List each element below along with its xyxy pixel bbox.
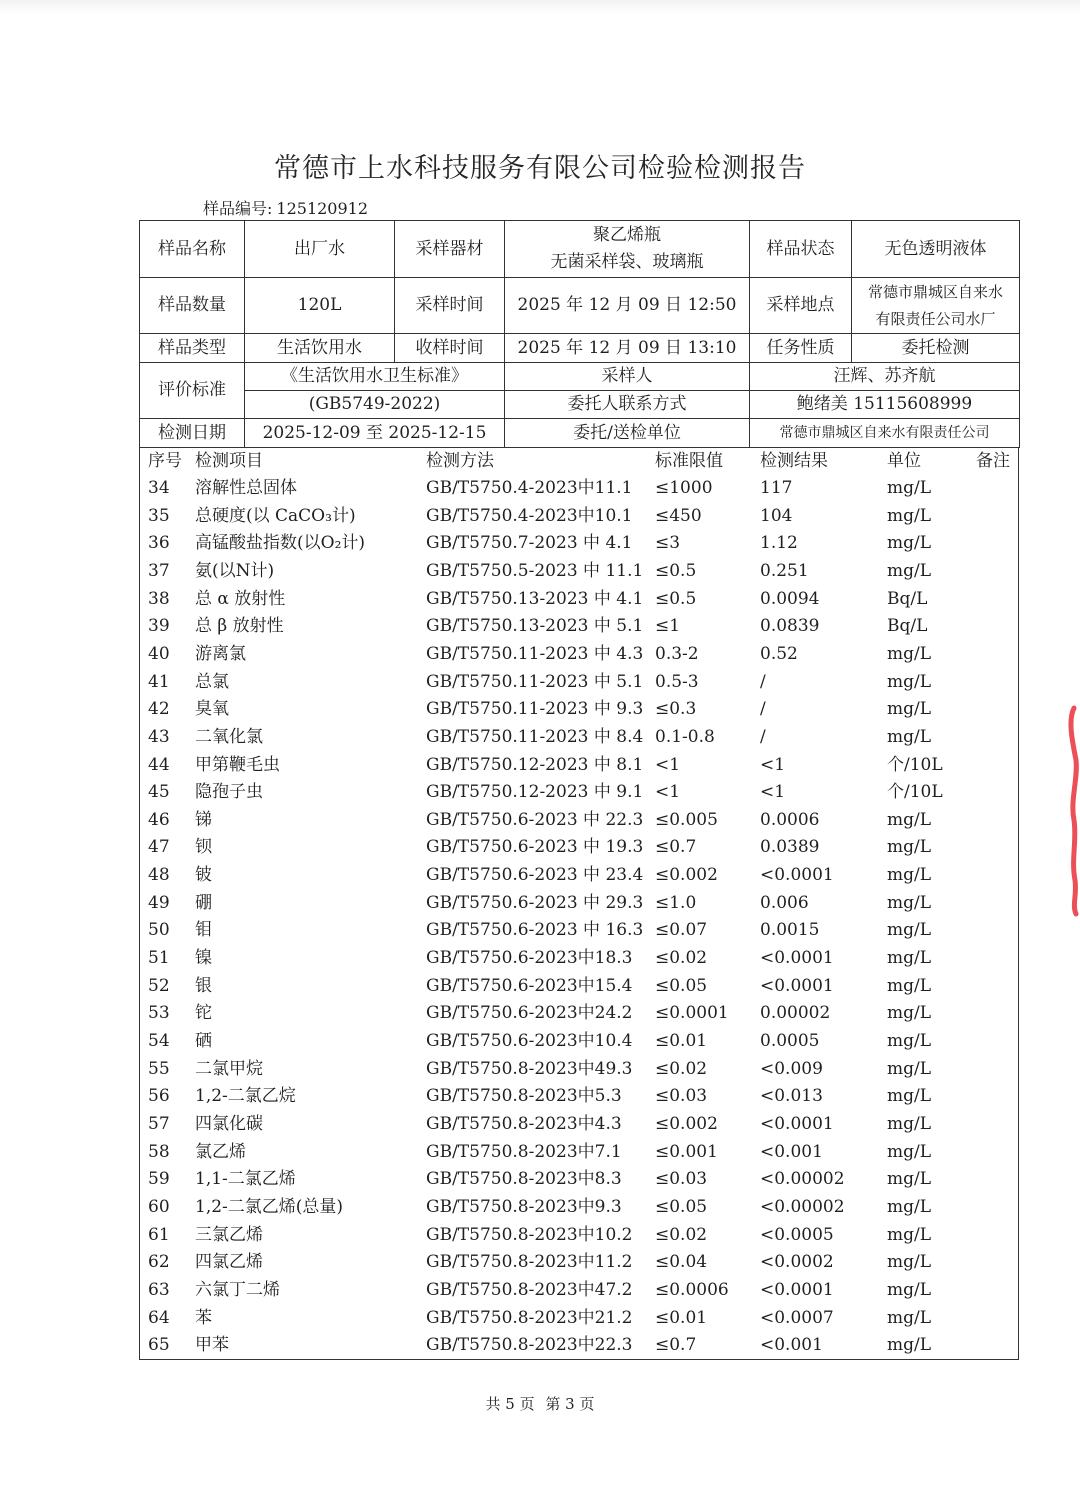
cell-result: 0.0389 — [760, 837, 820, 858]
cell-no: 57 — [148, 1113, 170, 1134]
cell-unit: mg/L — [887, 643, 932, 664]
sample-number-value: 125120912 — [276, 199, 369, 218]
table-row — [140, 558, 1018, 585]
header-item: 检测项目 — [195, 451, 263, 471]
cell-result: / — [760, 726, 766, 747]
header-unit: 单位 — [887, 451, 921, 471]
cell-limit: ≤0.07 — [655, 920, 708, 941]
cell-method: GB/T5750.6-2023 中 16.3 — [426, 920, 644, 941]
cell-result: 0.0005 — [760, 1031, 820, 1051]
cell-unit: mg/L — [887, 1169, 932, 1190]
cell-unit: mg/L — [887, 478, 932, 498]
cell-method: GB/T5750.12-2023 中 9.1 — [426, 782, 644, 803]
cell-item: 二氯甲烷 — [195, 1058, 263, 1079]
info-value: 2025 年 12 月 09 日 13:10 — [505, 334, 750, 363]
info-value: 生活饮用水 — [245, 334, 395, 363]
table-row — [140, 1222, 1018, 1249]
cell-method: GB/T5750.6-2023 中 29.3 — [426, 892, 644, 913]
table-row — [140, 779, 1018, 806]
table-row — [140, 1277, 1018, 1304]
cell-method: GB/T5750.8-2023中8.3 — [426, 1169, 622, 1190]
cell-item: 氨(以N计) — [195, 560, 275, 581]
cell-method: GB/T5750.11-2023 中 9.3 — [426, 699, 644, 720]
cell-no: 65 — [148, 1335, 170, 1356]
table-row — [140, 973, 1018, 1000]
cell-limit: ≤0.7 — [655, 1335, 697, 1356]
cell-item: 高锰酸盐指数(以O₂计) — [195, 533, 366, 554]
cell-item: 隐孢子虫 — [195, 782, 263, 803]
cell-unit: mg/L — [887, 1196, 932, 1217]
cell-no: 53 — [148, 1003, 170, 1024]
cell-unit: 个/10L — [887, 754, 943, 775]
info-value: 2025 年 12 月 09 日 12:50 — [505, 278, 750, 334]
info-label: 样品类型 — [140, 334, 245, 363]
cell-no: 37 — [148, 560, 170, 581]
cell-no: 44 — [148, 754, 170, 775]
cell-limit: ≤0.01 — [655, 1307, 708, 1328]
cell-item: 总 β 放射性 — [195, 616, 284, 637]
cell-method: GB/T5750.8-2023中5.3 — [426, 1086, 622, 1107]
table-row — [140, 1166, 1018, 1193]
table-row — [140, 1056, 1018, 1083]
cell-method: GB/T5750.6-2023中10.4 — [426, 1031, 633, 1051]
cell-result: <0.0001 — [760, 865, 834, 886]
cell-limit: <1 — [655, 782, 681, 803]
cell-no: 34 — [148, 478, 170, 498]
info-label: 样品数量 — [140, 278, 245, 334]
cell-result: <0.009 — [760, 1058, 823, 1079]
cell-result: <0.0002 — [760, 1252, 834, 1273]
cell-unit: mg/L — [887, 920, 932, 941]
cell-result: 0.006 — [760, 892, 809, 913]
cell-unit: mg/L — [887, 837, 932, 858]
cell-no: 64 — [148, 1307, 170, 1328]
table-row — [140, 834, 1018, 861]
results-header — [140, 448, 1018, 475]
cell-result: <1 — [760, 782, 786, 803]
info-label: 任务性质 — [750, 334, 852, 363]
cell-limit: ≤0.5 — [655, 588, 697, 609]
cell-item: 铍 — [195, 865, 212, 886]
cell-item: 苯 — [195, 1307, 212, 1328]
cell-item: 1,2-二氯乙烯(总量) — [195, 1196, 344, 1217]
total-pages: 共 5 页 — [485, 1395, 535, 1413]
cell-no: 40 — [148, 643, 170, 664]
table-row — [140, 696, 1018, 723]
table-row — [140, 1111, 1018, 1138]
cell-item: 锑 — [195, 809, 212, 830]
cell-item: 铊 — [195, 1003, 212, 1024]
info-value: 出厂水 — [245, 221, 395, 278]
header-remark: 备注 — [976, 451, 1010, 471]
cell-item: 氯乙烯 — [195, 1141, 246, 1162]
info-label: 采样人 — [505, 363, 750, 391]
cell-limit: ≤0.0001 — [655, 1003, 729, 1024]
cell-unit: mg/L — [887, 1113, 932, 1134]
page-footer — [0, 1393, 1080, 1414]
cell-limit: ≤0.001 — [655, 1141, 718, 1162]
cell-limit: ≤3 — [655, 533, 681, 554]
cell-item: 钡 — [195, 837, 212, 858]
info-label: 委托/送检单位 — [505, 419, 750, 448]
cell-unit: mg/L — [887, 505, 932, 526]
cell-no: 48 — [148, 865, 170, 886]
cell-method: GB/T5750.8-2023中11.2 — [426, 1252, 633, 1273]
cell-result: <1 — [760, 754, 786, 775]
cell-result: 1.12 — [760, 533, 798, 554]
cell-item: 六氯丁二烯 — [195, 1279, 280, 1300]
cell-method: GB/T5750.11-2023 中 4.3 — [426, 643, 644, 664]
info-value: 无色透明液体 — [852, 221, 1020, 278]
table-row — [140, 1249, 1018, 1276]
cell-limit: ≤0.3 — [655, 699, 697, 720]
cell-result: <0.013 — [760, 1086, 823, 1107]
cell-unit: mg/L — [887, 560, 932, 581]
table-row — [140, 530, 1018, 557]
cell-result: <0.001 — [760, 1335, 823, 1356]
cell-result: 0.0839 — [760, 616, 820, 637]
cell-result: <0.0001 — [760, 1279, 834, 1300]
cell-result: 0.52 — [760, 643, 798, 664]
cell-unit: mg/L — [887, 1058, 932, 1079]
cell-unit: mg/L — [887, 1279, 932, 1300]
cell-unit: mg/L — [887, 1307, 932, 1328]
cell-no: 61 — [148, 1224, 170, 1245]
cell-method: GB/T5750.13-2023 中 5.1 — [426, 616, 644, 637]
cell-result: <0.001 — [760, 1141, 823, 1162]
table-row — [140, 890, 1018, 917]
cell-unit: mg/L — [887, 671, 932, 692]
cell-item: 银 — [195, 975, 212, 996]
cell-method: GB/T5750.7-2023 中 4.1 — [426, 533, 633, 554]
header-limit: 标准限值 — [655, 451, 723, 471]
table-row — [140, 503, 1018, 530]
cell-unit: mg/L — [887, 1003, 932, 1024]
info-row — [140, 278, 1020, 334]
info-value: (GB5749-2022) — [245, 391, 505, 419]
cell-method: GB/T5750.4-2023中10.1 — [426, 505, 633, 526]
current-page: 第 3 页 — [545, 1395, 595, 1413]
cell-limit: ≤0.05 — [655, 1196, 708, 1217]
cell-result: <0.0005 — [760, 1224, 834, 1245]
cell-unit: mg/L — [887, 809, 932, 830]
table-row — [140, 613, 1018, 640]
cell-limit: 0.3-2 — [655, 643, 699, 664]
cell-result: <0.0007 — [760, 1307, 834, 1328]
cell-unit: mg/L — [887, 1252, 932, 1273]
cell-result: 117 — [760, 478, 793, 498]
table-row — [140, 862, 1018, 889]
cell-unit: mg/L — [887, 975, 932, 996]
cell-method: GB/T5750.6-2023中24.2 — [426, 1003, 633, 1024]
info-label: 检测日期 — [140, 419, 245, 448]
cell-no: 62 — [148, 1252, 170, 1273]
red-seal-stamp — [1062, 700, 1080, 920]
info-label: 样品状态 — [750, 221, 852, 278]
cell-unit: mg/L — [887, 1141, 932, 1162]
cell-limit: <1 — [655, 754, 681, 775]
sample-info-table — [139, 220, 1020, 448]
cell-item: 四氯化碳 — [195, 1113, 263, 1134]
info-label: 收样时间 — [395, 334, 505, 363]
cell-method: GB/T5750.12-2023 中 8.1 — [426, 754, 644, 775]
cell-limit: ≤1.0 — [655, 892, 697, 913]
cell-unit: mg/L — [887, 533, 932, 554]
cell-no: 42 — [148, 699, 170, 720]
cell-limit: ≤0.03 — [655, 1169, 708, 1190]
cell-no: 56 — [148, 1086, 170, 1107]
table-row — [140, 475, 1018, 502]
cell-unit: mg/L — [887, 1031, 932, 1051]
info-row — [140, 334, 1020, 363]
info-label: 采样器材 — [395, 221, 505, 278]
cell-limit: ≤1 — [655, 616, 681, 637]
cell-limit: ≤0.01 — [655, 1031, 708, 1051]
table-row — [140, 1083, 1018, 1110]
info-value: 汪辉、苏齐航 — [750, 363, 1020, 391]
table-row — [140, 752, 1018, 779]
cell-method: GB/T5750.8-2023中4.3 — [426, 1113, 622, 1134]
cell-no: 38 — [148, 588, 170, 609]
cell-method: GB/T5750.8-2023中10.2 — [426, 1224, 633, 1245]
cell-method: GB/T5750.11-2023 中 8.4 — [426, 726, 644, 747]
cell-item: 臭氧 — [195, 699, 229, 720]
cell-item: 1,1-二氯乙烯 — [195, 1169, 296, 1190]
table-row — [140, 586, 1018, 613]
cell-item: 溶解性总固体 — [195, 478, 297, 498]
cell-unit: mg/L — [887, 1224, 932, 1245]
cell-no: 50 — [148, 920, 170, 941]
info-row — [140, 391, 1020, 419]
cell-method: GB/T5750.8-2023中9.3 — [426, 1196, 622, 1217]
info-value: 《生活饮用水卫生标准》 — [245, 363, 505, 391]
cell-no: 45 — [148, 782, 170, 803]
cell-result: 0.0094 — [760, 588, 820, 609]
cell-limit: ≤0.5 — [655, 560, 697, 581]
table-row — [140, 1028, 1018, 1055]
cell-item: 总硬度(以 CaCO₃计) — [195, 505, 356, 526]
cell-limit: ≤0.7 — [655, 837, 697, 858]
cell-method: GB/T5750.8-2023中21.2 — [426, 1307, 633, 1328]
cell-method: GB/T5750.6-2023 中 23.4 — [426, 865, 644, 886]
table-row — [140, 1139, 1018, 1166]
cell-no: 54 — [148, 1031, 170, 1051]
info-row — [140, 221, 1020, 278]
cell-limit: ≤0.05 — [655, 975, 708, 996]
table-row — [140, 1000, 1018, 1027]
cell-method: GB/T5750.6-2023中15.4 — [426, 975, 633, 996]
cell-result: / — [760, 699, 766, 720]
cell-limit: ≤450 — [655, 505, 702, 526]
table-row — [140, 917, 1018, 944]
info-value: 鲍绪美 15115608999 — [750, 391, 1020, 419]
cell-limit: 0.1-0.8 — [655, 726, 715, 747]
cell-limit: ≤0.02 — [655, 1058, 708, 1079]
cell-limit: 0.5-3 — [655, 671, 699, 692]
cell-item: 钼 — [195, 920, 212, 941]
sample-number — [203, 196, 372, 219]
cell-method: GB/T5750.6-2023中18.3 — [426, 948, 633, 969]
info-value-line: 无菌采样袋、玻璃瓶 — [550, 252, 704, 272]
cell-method: GB/T5750.6-2023 中 19.3 — [426, 837, 644, 858]
cell-unit: mg/L — [887, 1335, 932, 1356]
cell-no: 60 — [148, 1196, 170, 1217]
cell-item: 总 α 放射性 — [195, 588, 286, 609]
cell-method: GB/T5750.5-2023 中 11.1 — [426, 560, 644, 581]
cell-unit: mg/L — [887, 892, 932, 913]
table-row — [140, 641, 1018, 668]
info-row — [140, 419, 1020, 448]
table-row — [140, 1194, 1018, 1221]
cell-limit: ≤0.02 — [655, 1224, 708, 1245]
cell-method: GB/T5750.8-2023中47.2 — [426, 1279, 633, 1300]
cell-unit: mg/L — [887, 948, 932, 969]
cell-item: 甲苯 — [195, 1335, 229, 1356]
info-value — [852, 278, 1020, 334]
info-value-line: 聚乙烯瓶 — [593, 225, 661, 245]
cell-unit: mg/L — [887, 1086, 932, 1107]
info-value: 常德市鼎城区自来水有限责任公司 — [750, 419, 1020, 448]
cell-item: 游离氯 — [195, 643, 246, 664]
cell-limit: ≤0.03 — [655, 1086, 708, 1107]
cell-no: 47 — [148, 837, 170, 858]
info-value — [505, 221, 750, 278]
cell-item: 1,2-二氯乙烷 — [195, 1086, 296, 1107]
cell-no: 35 — [148, 505, 170, 526]
table-row — [140, 669, 1018, 696]
cell-limit: ≤0.02 — [655, 948, 708, 969]
info-label: 委托人联系方式 — [505, 391, 750, 419]
info-label: 评价标准 — [140, 363, 245, 419]
table-row — [140, 724, 1018, 751]
info-value-line: 有限责任公司水厂 — [875, 309, 996, 328]
report-title: 常德市上水科技服务有限公司检验检测报告 — [274, 153, 806, 184]
cell-method: GB/T5750.13-2023 中 4.1 — [426, 588, 644, 609]
cell-no: 36 — [148, 533, 170, 554]
cell-no: 58 — [148, 1141, 170, 1162]
cell-unit: mg/L — [887, 726, 932, 747]
info-value-line: 常德市鼎城区自来水 — [867, 282, 1003, 301]
cell-unit: 个/10L — [887, 782, 943, 803]
cell-method: GB/T5750.4-2023中11.1 — [426, 478, 633, 498]
cell-result: <0.0001 — [760, 975, 834, 996]
cell-item: 三氯乙烯 — [195, 1224, 263, 1245]
cell-no: 55 — [148, 1058, 170, 1079]
cell-result: 0.00002 — [760, 1003, 831, 1024]
table-row — [140, 1305, 1018, 1332]
cell-method: GB/T5750.6-2023 中 22.3 — [426, 809, 644, 830]
header-method: 检测方法 — [426, 451, 494, 471]
info-value: 120L — [245, 278, 395, 334]
cell-result: <0.0001 — [760, 948, 834, 969]
cell-no: 46 — [148, 809, 170, 830]
cell-method: GB/T5750.11-2023 中 5.1 — [426, 671, 644, 692]
cell-result: <0.00002 — [760, 1169, 845, 1190]
cell-no: 51 — [148, 948, 170, 969]
cell-unit: mg/L — [887, 699, 932, 720]
cell-result: 0.251 — [760, 560, 809, 581]
header-no: 序号 — [148, 451, 182, 471]
cell-method: GB/T5750.8-2023中7.1 — [426, 1141, 622, 1162]
cell-limit: ≤0.005 — [655, 809, 718, 830]
cell-no: 39 — [148, 616, 170, 637]
cell-result: <0.0001 — [760, 1113, 834, 1134]
cell-result: / — [760, 671, 766, 692]
cell-unit: Bq/L — [887, 588, 928, 609]
header-result: 检测结果 — [760, 451, 828, 471]
table-row — [140, 807, 1018, 834]
table-row — [140, 1332, 1018, 1359]
cell-no: 63 — [148, 1279, 170, 1300]
cell-limit: ≤0.002 — [655, 865, 718, 886]
cell-limit: ≤0.0006 — [655, 1279, 729, 1300]
scan-edge-shadow — [0, 0, 1080, 14]
info-value: 2025-12-09 至 2025-12-15 — [245, 419, 505, 448]
cell-no: 59 — [148, 1169, 170, 1190]
sample-number-label: 样品编号: — [203, 199, 273, 218]
cell-item: 甲第鞭毛虫 — [195, 754, 280, 775]
cell-item: 硼 — [195, 892, 212, 913]
info-value: 委托检测 — [852, 334, 1020, 363]
cell-no: 41 — [148, 671, 170, 692]
cell-item: 二氧化氯 — [195, 726, 263, 747]
cell-unit: Bq/L — [887, 616, 928, 637]
cell-limit: ≤0.04 — [655, 1252, 708, 1273]
cell-no: 52 — [148, 975, 170, 996]
info-label: 采样时间 — [395, 278, 505, 334]
cell-result: <0.00002 — [760, 1196, 845, 1217]
cell-method: GB/T5750.8-2023中22.3 — [426, 1335, 633, 1356]
cell-item: 硒 — [195, 1031, 212, 1051]
cell-limit: ≤1000 — [655, 478, 713, 498]
info-label: 样品名称 — [140, 221, 245, 278]
info-label: 采样地点 — [750, 278, 852, 334]
info-row — [140, 363, 1020, 391]
cell-no: 43 — [148, 726, 170, 747]
cell-limit: ≤0.002 — [655, 1113, 718, 1134]
table-row — [140, 945, 1018, 972]
cell-no: 49 — [148, 892, 170, 913]
cell-method: GB/T5750.8-2023中49.3 — [426, 1058, 633, 1079]
cell-result: 0.0006 — [760, 809, 820, 830]
cell-result: 104 — [760, 505, 793, 526]
cell-item: 镍 — [195, 948, 212, 969]
cell-item: 总氯 — [195, 671, 229, 692]
results-table — [139, 447, 1019, 1360]
cell-unit: mg/L — [887, 865, 932, 886]
cell-item: 四氯乙烯 — [195, 1252, 263, 1273]
cell-result: 0.0015 — [760, 920, 820, 941]
